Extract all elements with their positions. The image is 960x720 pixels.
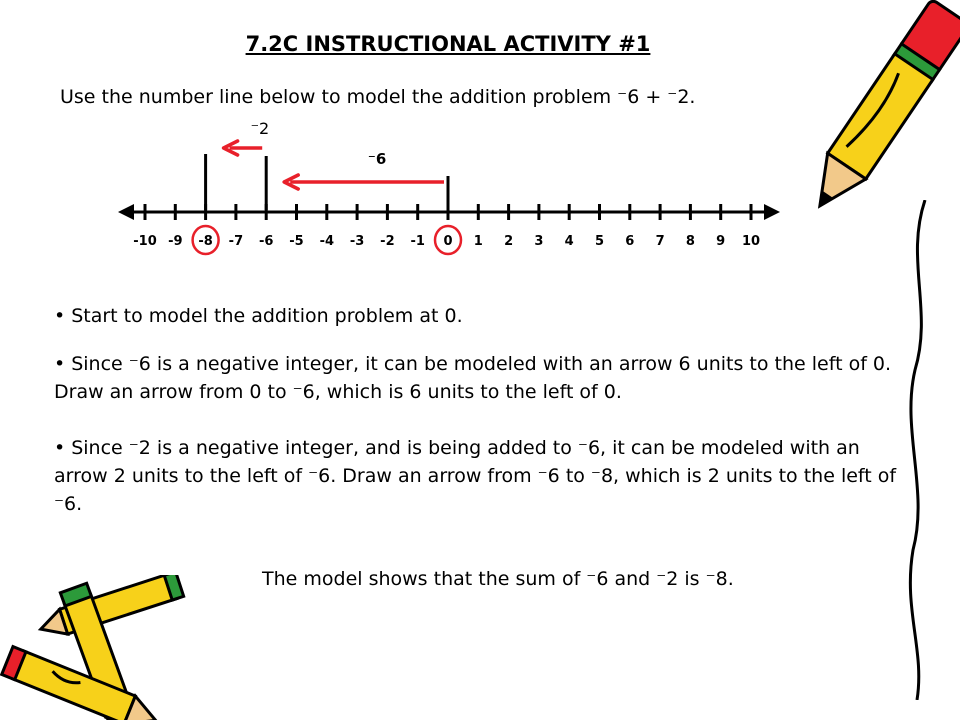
- arrow-label: ⁻2: [250, 120, 270, 138]
- tick-label: 2: [504, 234, 514, 249]
- tick-label: 5: [594, 234, 605, 249]
- page-title: 7.2C INSTRUCTIONAL ACTIVITY #1: [245, 32, 651, 56]
- conclusion-text: The model shows that the sum of ⁻6 and ⁻2 is ⁻8.: [262, 568, 734, 590]
- bullet-dot: •: [54, 305, 66, 327]
- tick-label: -7: [228, 234, 244, 249]
- bullet-text: Since ⁻2 is a negative integer, and is being added to ⁻6, it can be modeled with an arrow 2 units to the left of ⁻6. Draw an arrow from ⁻6 to ⁻8, which is 2 units to the left of ⁻6.: [54, 437, 897, 515]
- tick-label: -6: [258, 234, 274, 249]
- tick-label: 7: [655, 234, 665, 249]
- bullet-3: [54, 434, 904, 518]
- tick-label: -5: [289, 234, 304, 249]
- pencil-group-icon: [0, 575, 200, 720]
- pencil-icon: [800, 0, 960, 230]
- bullet-text: Since ⁻6 is a negative integer, it can be modeled with an arrow 6 units to the left of 0. Draw an arrow from 0 to ⁻6, which is 6 units to the left of 0.: [54, 353, 892, 403]
- tick-label: 8: [685, 234, 695, 249]
- tick-label: 1: [473, 234, 483, 249]
- tick-label: -9: [168, 234, 183, 249]
- tick-label: -8: [198, 234, 213, 249]
- bullet-dot: •: [54, 353, 66, 375]
- axis-arrow-right-icon: [764, 204, 780, 220]
- tick-label: 0: [443, 234, 453, 249]
- bullet-dot: •: [54, 437, 66, 459]
- tick-label: -10: [133, 234, 157, 249]
- arrow-label: ⁻6: [367, 150, 387, 168]
- tick-label: -4: [319, 234, 335, 249]
- bullet-2: [54, 350, 904, 406]
- tick-label: 10: [741, 234, 761, 249]
- tick-label: 4: [564, 234, 574, 249]
- intro-text: Use the number line below to model the addition problem ⁻6 + ⁻2.: [60, 86, 696, 108]
- tick-label: 6: [625, 234, 635, 249]
- bullet-1: [54, 302, 904, 330]
- divider-line: [895, 200, 945, 700]
- tick-label: -1: [410, 234, 425, 249]
- tick-label: -3: [349, 234, 365, 249]
- bullet-text: Start to model the addition problem at 0.: [71, 305, 463, 327]
- tick-label: 3: [534, 234, 544, 249]
- tick-label: -2: [380, 234, 395, 249]
- tick-label: 9: [716, 234, 726, 249]
- axis-arrow-left-icon: [118, 204, 134, 220]
